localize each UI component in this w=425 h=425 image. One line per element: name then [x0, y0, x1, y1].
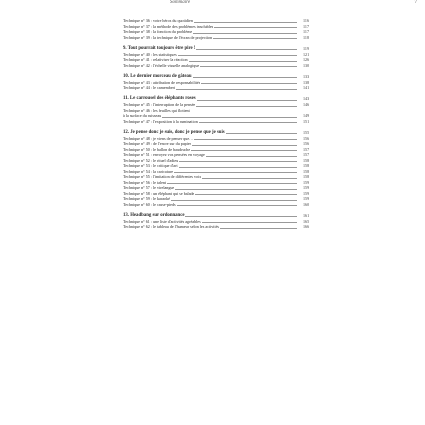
toc-page-number: 166 [303, 224, 310, 229]
dot-leader [176, 89, 297, 90]
toc-page-number: 117 [303, 23, 309, 29]
toc-page-number: 159 [303, 185, 310, 190]
toc-section-heading [123, 73, 309, 80]
toc-page-number: 141 [303, 85, 310, 90]
toc-page-number: 151 [303, 118, 310, 124]
toc-page-number: 159 [303, 179, 310, 185]
dot-leader [193, 77, 297, 78]
section-title: 9. Tout pourrait toujours être pire ! [123, 45, 196, 51]
entry-title: Technique n° 56 : le talent [123, 179, 167, 185]
entry-title: Technique n° 41 : relativiser la réaction [123, 57, 188, 62]
dot-leader [167, 183, 297, 184]
dot-leader [199, 122, 297, 123]
toc-page-number: 156 [303, 141, 310, 146]
toc-page-number: 161 [303, 212, 310, 218]
entry-title: Technique n° 60 : le casse-pieds [123, 201, 176, 207]
toc-entry [123, 119, 309, 125]
dot-leader [213, 38, 297, 39]
entry-title: Technique n° 58 : un éléphant qui se balade [123, 190, 195, 196]
entry-title: Technique n° 52 : le rituel d'adieu [123, 157, 179, 163]
dot-leader [201, 83, 297, 84]
dot-leader [174, 172, 297, 173]
toc-page-number: 117 [303, 29, 309, 34]
entry-title: Technique n° 45 : l'interruption de la pensée [123, 102, 196, 107]
toc-page-number: 158 [303, 157, 310, 163]
dot-leader [194, 22, 297, 23]
dot-leader [178, 55, 297, 56]
entry-title: Technique n° 43 : attribution de responsabilités [123, 79, 201, 85]
entry-title: Technique n° 53 : le critique d'art [123, 163, 178, 168]
entry-title: Technique n° 42 : l'échelle visuelle analogique [123, 62, 200, 68]
dot-leader [214, 27, 297, 28]
dot-leader [179, 167, 297, 168]
toc-entry [123, 202, 309, 208]
entry-title: Technique n° 40 : les statistiques [123, 51, 177, 57]
entry-title: Technique n° 62 : le tableau de l'humeur selon les activités [123, 224, 219, 229]
toc-page-number: 157 [303, 152, 310, 157]
toc-page-number: 159 [303, 190, 310, 196]
dot-leader [196, 49, 297, 50]
dot-leader [202, 222, 297, 223]
dot-leader [179, 161, 297, 162]
dot-leader [196, 106, 297, 107]
dot-leader [197, 100, 297, 101]
dot-leader [200, 66, 297, 67]
toc-page-number: 157 [303, 146, 310, 152]
dot-leader [220, 228, 297, 229]
entry-title: Technique n° 54 : la caricature [123, 168, 174, 174]
dot-leader [195, 194, 297, 195]
toc-section-heading [123, 212, 309, 219]
toc-page-number: 155 [303, 129, 310, 135]
section-title: 11. Le carrousel des éléphants roses [123, 96, 196, 101]
entry-title: Technique n° 48 : je viens de penser que… [123, 135, 194, 141]
toc-page-number: 126 [303, 57, 310, 62]
dot-leader [191, 150, 297, 151]
entry-title: Technique n° 39 : la technique de l'écran de projection [123, 34, 213, 40]
entry-title: Technique n° 37 : la méthode des problèmes insolubles [123, 23, 214, 29]
entry-title: Technique n° 55 : l'imitation de différentes voix [123, 174, 202, 179]
toc-page-number: 146 [303, 102, 310, 107]
dot-leader [175, 189, 297, 190]
entry-title: Technique n° 59 : le karaoké [123, 196, 170, 201]
dot-leader [192, 145, 297, 146]
dot-leader [206, 156, 297, 157]
entry-title: Technique n° 61 : une liste d'activités agréables [123, 218, 201, 224]
toc-section-heading [123, 95, 309, 102]
page-number: 7 [414, 0, 417, 5]
dot-leader [189, 61, 297, 62]
toc-page-number: 165 [303, 218, 310, 224]
entry-title: Technique n° 47 : l'exposition à la rumination [123, 118, 198, 124]
toc-section-heading [123, 45, 309, 52]
entry-title: Technique n° 51 : envoyez vos pensées en voyage [123, 152, 205, 157]
entry-title: Technique n° 46 : les feuilles qui flottent [123, 107, 190, 113]
toc-page-number: 118 [303, 34, 309, 40]
table-of-contents [123, 18, 309, 230]
dot-leader [226, 133, 297, 134]
toc-page-number: 158 [303, 168, 310, 174]
running-title: Sommaire [170, 0, 191, 5]
toc-entry [123, 85, 309, 91]
entry-title: Technique n° 57 : le virelangue [123, 185, 175, 190]
toc-entry [123, 35, 309, 41]
dot-leader [177, 205, 297, 206]
section-title: 12. Je pense donc je suis, donc je pense que je suis [123, 129, 225, 135]
toc-page-number: 133 [303, 73, 310, 79]
toc-page-number: 138 [303, 79, 310, 85]
dot-leader [171, 200, 297, 201]
toc-page-number: 116 [303, 18, 309, 23]
toc-entry [123, 224, 309, 230]
entry-title: Technique n° 49 : de l'encre sur du papier [123, 141, 192, 146]
toc-page-number: 119 [303, 45, 309, 51]
toc-page-number: 158 [303, 174, 310, 179]
toc-entry [123, 63, 309, 69]
toc-page-number: 149 [303, 113, 310, 118]
toc-page-number: 160 [303, 201, 310, 207]
toc-page-number: 158 [303, 163, 310, 168]
entry-title: Technique n° 36 : votre héros du quotidien [123, 18, 193, 23]
dot-leader [194, 139, 297, 140]
entry-title: Technique n° 50 : le ballon de baudruche [123, 146, 191, 152]
dot-leader [202, 178, 297, 179]
dot-leader [193, 33, 297, 34]
entry-title: Technique n° 44 : le camembert [123, 85, 176, 90]
section-title: 13. Headbang sur ordonnance [123, 212, 185, 218]
toc-page-number: 130 [303, 62, 310, 68]
toc-page-number: 143 [303, 96, 310, 101]
entry-title: Technique n° 38 : la fonction du problème [123, 29, 193, 34]
toc-page-number: 121 [303, 51, 310, 57]
dot-leader [185, 216, 297, 217]
toc-section-heading [123, 129, 309, 136]
toc-page-number: 156 [303, 135, 310, 141]
dot-leader [162, 117, 297, 118]
entry-title: à la surface du ruisseau [123, 113, 162, 118]
toc-page-number: 159 [303, 196, 310, 201]
section-title: 10. Le dernier morceau de gâteau [123, 73, 192, 79]
